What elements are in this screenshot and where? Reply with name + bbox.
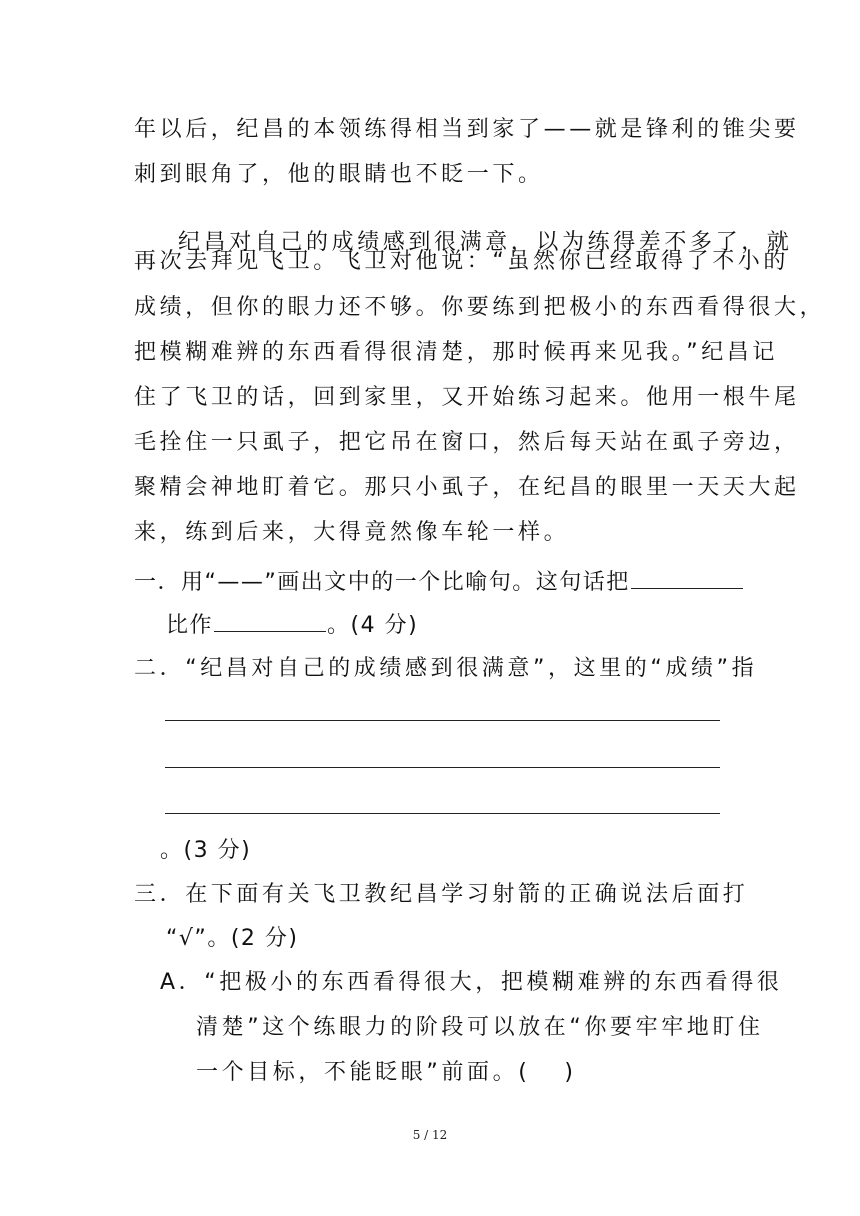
question-2-answer-line-3[interactable] (165, 813, 720, 814)
passage-line-8: 毛拴住一只虱子，把它吊在窗口，然后每天站在虱子旁边， (134, 430, 800, 455)
question-2-score: 。(3 分) (160, 838, 252, 863)
passage-line-3: 纪昌对自己的成绩感到很满意，以为练得差不多了，就 (178, 230, 793, 255)
passage-line-9: 聚精会神地盯着它。那只小虱子，在纪昌的眼里一天天大起 (134, 475, 800, 500)
question-3-prompt: 三．在下面有关飞卫教纪昌学习射箭的正确说法后面打 (134, 882, 749, 907)
question-1-line-2 (166, 609, 418, 641)
passage-line-10: 来，练到后来，大得竟然像车轮一样。 (134, 520, 570, 545)
option-a-line-1: A．“把极小的东西看得很大，把模糊难辨的东西看得很 (160, 970, 783, 995)
passage-line-1: 年以后，纪昌的本领练得相当到家了——就是锋利的锥尖要 (134, 117, 800, 142)
question-1-compare-label: 比作 (166, 613, 214, 638)
option-a-line-2: 清楚”这个练眼力的阶段可以放在“你要牢牢地盯住 (196, 1015, 764, 1040)
passage-line-6: 把模糊难辨的东西看得很清楚，那时候再来见我。”纪昌记 (134, 340, 778, 365)
question-1-blank-2[interactable] (214, 609, 326, 632)
question-2-prompt: 二．“纪昌对自己的成绩感到很满意”，这里的“成绩”指 (134, 656, 758, 681)
question-3-instruction: “√”。(2 分) (166, 926, 299, 951)
question-1-prompt (134, 566, 744, 598)
option-a-line-3 (196, 1058, 577, 1088)
question-1-text: 一．用“——”画出文中的一个比喻句。这句话把 (134, 570, 630, 595)
passage-line-4: 再次去拜见飞卫。飞卫对他说：“虽然你已经取得了不小的 (134, 249, 789, 274)
passage-line-5: 成绩，但你的眼力还不够。你要练到把极小的东西看得很大， (134, 295, 826, 320)
question-2-answer-line-1[interactable] (165, 720, 720, 721)
option-a-close-paren: ) (564, 1060, 577, 1085)
question-2-answer-line-2[interactable] (165, 767, 720, 768)
passage-line-7: 住了飞卫的话，回到家里，又开始练习起来。他用一根牛尾 (134, 385, 800, 410)
option-a-text: 一个目标，不能眨眼”前面。( (196, 1060, 531, 1085)
passage-line-2: 刺到眼角了，他的眼睛也不眨一下。 (134, 162, 544, 187)
question-1-blank-1[interactable] (631, 566, 743, 589)
page-number: 5 / 12 (412, 1128, 448, 1142)
question-1-score: 。(4 分) (327, 613, 419, 638)
